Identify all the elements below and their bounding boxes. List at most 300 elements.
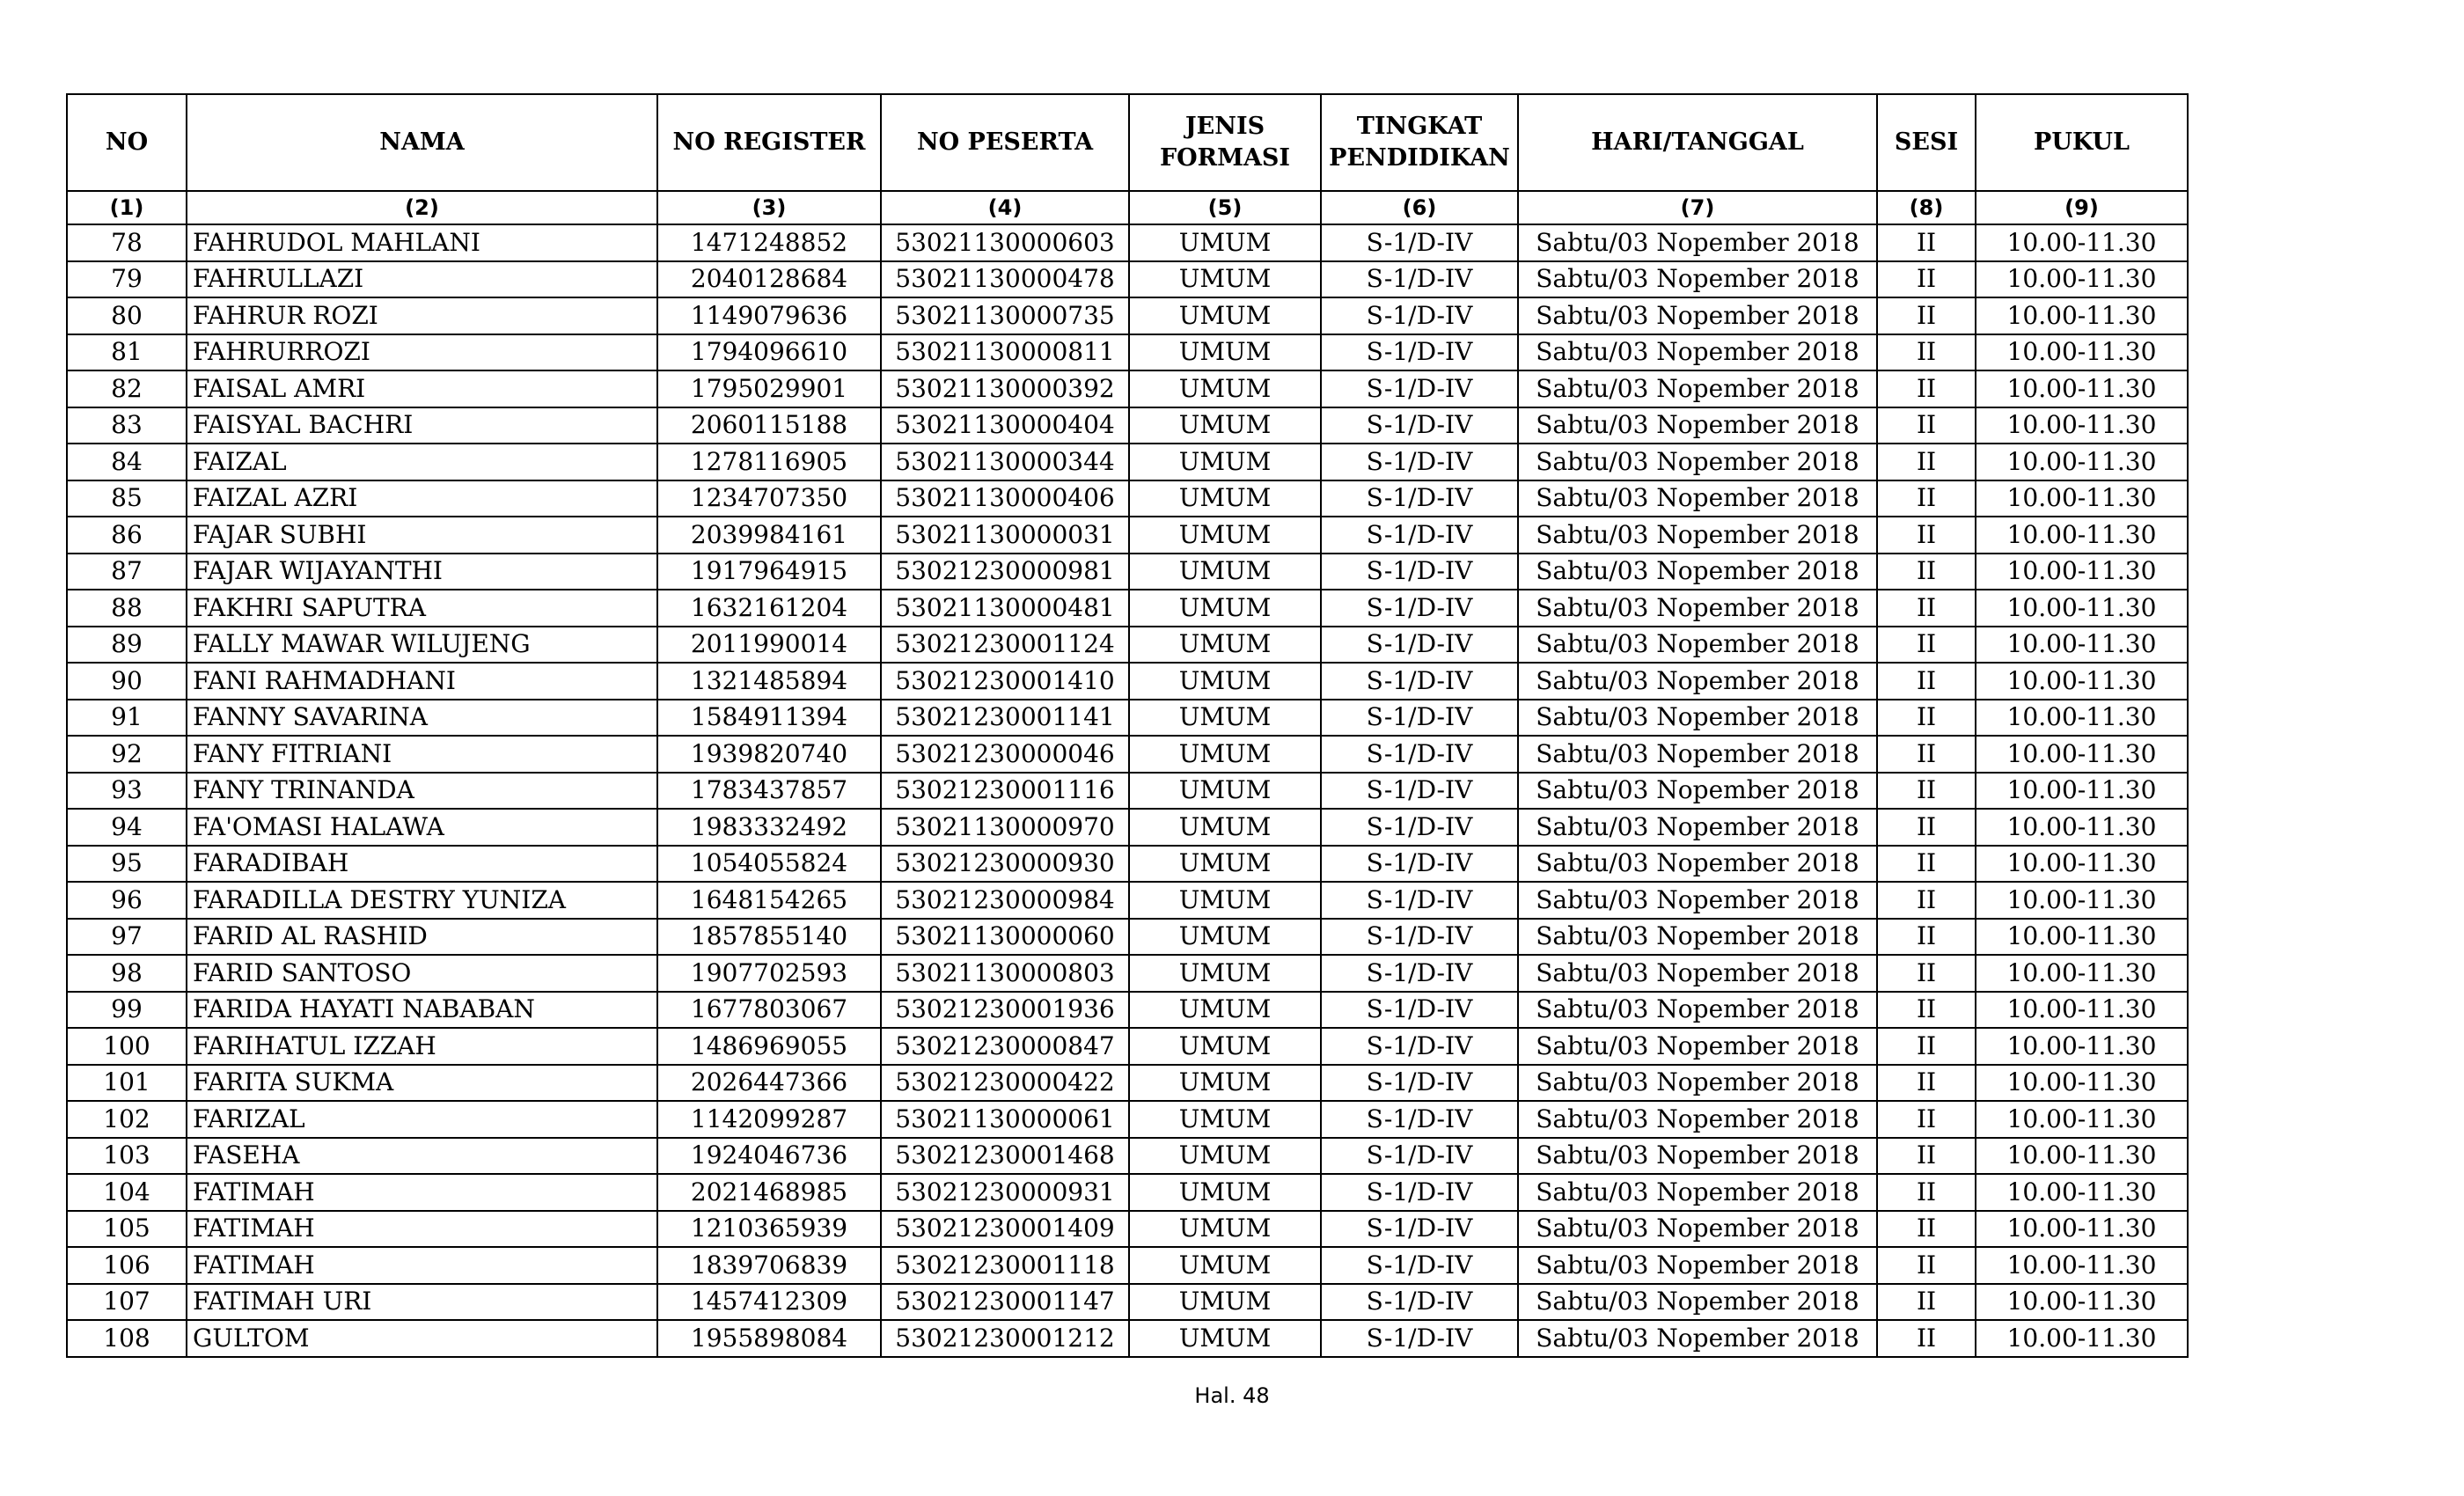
cell-pukul: 10.00-11.30 (1976, 1028, 2188, 1065)
table-row (67, 736, 2188, 773)
cell-pukul: 10.00-11.30 (1976, 882, 2188, 919)
table-row (67, 955, 2188, 992)
cell-hari-tanggal: Sabtu/03 Nopember 2018 (1518, 1101, 1877, 1138)
cell-tingkat-pendidikan: S-1/D-IV (1321, 261, 1518, 298)
cell-sesi: II (1877, 736, 1976, 773)
cell-no-peserta: 53021230001409 (881, 1211, 1129, 1248)
cell-sesi: II (1877, 882, 1976, 919)
table-row (67, 882, 2188, 919)
table-row (67, 1247, 2188, 1284)
cell-sesi: II (1877, 1028, 1976, 1065)
cell-jenis-formasi: UMUM (1129, 480, 1321, 517)
cell-no-register: 2026447366 (657, 1065, 881, 1102)
cell-no-peserta: 53021230000930 (881, 846, 1129, 883)
cell-nama: FA'OMASI HALAWA (187, 809, 657, 846)
cell-tingkat-pendidikan: S-1/D-IV (1321, 590, 1518, 627)
cell-no-register: 1142099287 (657, 1101, 881, 1138)
cell-hari-tanggal: Sabtu/03 Nopember 2018 (1518, 444, 1877, 480)
cell-no-register: 2011990014 (657, 627, 881, 664)
cell-no-peserta: 53021130000404 (881, 407, 1129, 444)
cell-nama: FAKHRI SAPUTRA (187, 590, 657, 627)
cell-hari-tanggal: Sabtu/03 Nopember 2018 (1518, 297, 1877, 334)
cell-pukul: 10.00-11.30 (1976, 1320, 2188, 1357)
cell-pukul: 10.00-11.30 (1976, 590, 2188, 627)
cell-pukul: 10.00-11.30 (1976, 517, 2188, 554)
table-row (67, 407, 2188, 444)
cell-nama: FARADILLA DESTRY YUNIZA (187, 882, 657, 919)
cell-hari-tanggal: Sabtu/03 Nopember 2018 (1518, 992, 1877, 1029)
cell-hari-tanggal: Sabtu/03 Nopember 2018 (1518, 224, 1877, 261)
cell-nama: FATIMAH (187, 1174, 657, 1211)
cell-no: 86 (67, 517, 187, 554)
cell-no: 94 (67, 809, 187, 846)
table-row (67, 809, 2188, 846)
cell-jenis-formasi: UMUM (1129, 1284, 1321, 1321)
cell-hari-tanggal: Sabtu/03 Nopember 2018 (1518, 1065, 1877, 1102)
cell-no-register: 1648154265 (657, 882, 881, 919)
header-no-register: NO REGISTER (657, 94, 881, 191)
page-number: Hal. 48 (1194, 1383, 1270, 1408)
table-row (67, 554, 2188, 590)
cell-nama: FAHRUDOL MAHLANI (187, 224, 657, 261)
cell-sesi: II (1877, 663, 1976, 700)
column-number: (3) (657, 191, 881, 224)
cell-no-register: 1278116905 (657, 444, 881, 480)
cell-no: 85 (67, 480, 187, 517)
cell-hari-tanggal: Sabtu/03 Nopember 2018 (1518, 663, 1877, 700)
cell-hari-tanggal: Sabtu/03 Nopember 2018 (1518, 1174, 1877, 1211)
cell-hari-tanggal: Sabtu/03 Nopember 2018 (1518, 773, 1877, 810)
cell-jenis-formasi: UMUM (1129, 370, 1321, 407)
column-number: (6) (1321, 191, 1518, 224)
table-row (67, 370, 2188, 407)
cell-jenis-formasi: UMUM (1129, 992, 1321, 1029)
cell-tingkat-pendidikan: S-1/D-IV (1321, 627, 1518, 664)
cell-pukul: 10.00-11.30 (1976, 444, 2188, 480)
cell-nama: FAIZAL AZRI (187, 480, 657, 517)
cell-hari-tanggal: Sabtu/03 Nopember 2018 (1518, 480, 1877, 517)
cell-tingkat-pendidikan: S-1/D-IV (1321, 955, 1518, 992)
cell-sesi: II (1877, 700, 1976, 737)
cell-pukul: 10.00-11.30 (1976, 736, 2188, 773)
cell-jenis-formasi: UMUM (1129, 1065, 1321, 1102)
column-number: (5) (1129, 191, 1321, 224)
cell-no: 97 (67, 919, 187, 956)
table-row (67, 1065, 2188, 1102)
cell-no: 91 (67, 700, 187, 737)
table-row (67, 663, 2188, 700)
cell-sesi: II (1877, 773, 1976, 810)
cell-no-register: 2021468985 (657, 1174, 881, 1211)
cell-no-peserta: 53021230000984 (881, 882, 1129, 919)
cell-no-register: 1857855140 (657, 919, 881, 956)
cell-tingkat-pendidikan: S-1/D-IV (1321, 370, 1518, 407)
cell-no-peserta: 53021230000981 (881, 554, 1129, 590)
cell-no-register: 1795029901 (657, 370, 881, 407)
cell-no: 100 (67, 1028, 187, 1065)
cell-pukul: 10.00-11.30 (1976, 809, 2188, 846)
cell-no-peserta: 53021230001141 (881, 700, 1129, 737)
cell-no-register: 1234707350 (657, 480, 881, 517)
cell-jenis-formasi: UMUM (1129, 736, 1321, 773)
table-row (67, 992, 2188, 1029)
cell-pukul: 10.00-11.30 (1976, 1138, 2188, 1175)
cell-no-peserta: 53021230001936 (881, 992, 1129, 1029)
cell-sesi: II (1877, 444, 1976, 480)
table-row (67, 517, 2188, 554)
cell-no-peserta: 53021130000970 (881, 809, 1129, 846)
cell-no-peserta: 53021130000481 (881, 590, 1129, 627)
cell-nama: FAIZAL (187, 444, 657, 480)
cell-tingkat-pendidikan: S-1/D-IV (1321, 1284, 1518, 1321)
cell-sesi: II (1877, 1101, 1976, 1138)
table-row (67, 1101, 2188, 1138)
cell-pukul: 10.00-11.30 (1976, 627, 2188, 664)
cell-nama: FALLY MAWAR WILUJENG (187, 627, 657, 664)
cell-jenis-formasi: UMUM (1129, 1211, 1321, 1248)
cell-no-peserta: 53021130000344 (881, 444, 1129, 480)
cell-nama: FAHRURROZI (187, 334, 657, 371)
cell-nama: FARID SANTOSO (187, 955, 657, 992)
cell-nama: FANNY SAVARINA (187, 700, 657, 737)
cell-hari-tanggal: Sabtu/03 Nopember 2018 (1518, 1028, 1877, 1065)
cell-tingkat-pendidikan: S-1/D-IV (1321, 919, 1518, 956)
cell-no-peserta: 53021230000847 (881, 1028, 1129, 1065)
cell-jenis-formasi: UMUM (1129, 809, 1321, 846)
cell-pukul: 10.00-11.30 (1976, 334, 2188, 371)
table-row (67, 627, 2188, 664)
cell-no-peserta: 53021230001147 (881, 1284, 1129, 1321)
cell-sesi: II (1877, 919, 1976, 956)
cell-no-peserta: 53021130000478 (881, 261, 1129, 298)
table-row (67, 1284, 2188, 1321)
cell-sesi: II (1877, 554, 1976, 590)
cell-pukul: 10.00-11.30 (1976, 663, 2188, 700)
cell-no: 89 (67, 627, 187, 664)
cell-tingkat-pendidikan: S-1/D-IV (1321, 846, 1518, 883)
cell-jenis-formasi: UMUM (1129, 773, 1321, 810)
cell-nama: FARIZAL (187, 1101, 657, 1138)
cell-no: 83 (67, 407, 187, 444)
cell-sesi: II (1877, 992, 1976, 1029)
cell-sesi: II (1877, 1284, 1976, 1321)
cell-jenis-formasi: UMUM (1129, 882, 1321, 919)
cell-pukul: 10.00-11.30 (1976, 261, 2188, 298)
cell-pukul: 10.00-11.30 (1976, 700, 2188, 737)
cell-no: 98 (67, 955, 187, 992)
cell-pukul: 10.00-11.30 (1976, 224, 2188, 261)
header-pukul: PUKUL (1976, 94, 2188, 191)
cell-no-register: 1955898084 (657, 1320, 881, 1357)
cell-no-peserta: 53021230000931 (881, 1174, 1129, 1211)
cell-jenis-formasi: UMUM (1129, 663, 1321, 700)
cell-sesi: II (1877, 1138, 1976, 1175)
column-number-row (67, 191, 2188, 224)
table-body (67, 224, 2188, 1357)
cell-no-peserta: 53021230000046 (881, 736, 1129, 773)
header-no: NO (67, 94, 187, 191)
cell-nama: FAISYAL BACHRI (187, 407, 657, 444)
cell-nama: FATIMAH (187, 1211, 657, 1248)
cell-no-register: 2039984161 (657, 517, 881, 554)
cell-pukul: 10.00-11.30 (1976, 955, 2188, 992)
cell-tingkat-pendidikan: S-1/D-IV (1321, 334, 1518, 371)
header-no-peserta: NO PESERTA (881, 94, 1129, 191)
table-row (67, 297, 2188, 334)
cell-jenis-formasi: UMUM (1129, 334, 1321, 371)
cell-nama: FAJAR WIJAYANTHI (187, 554, 657, 590)
cell-tingkat-pendidikan: S-1/D-IV (1321, 224, 1518, 261)
cell-hari-tanggal: Sabtu/03 Nopember 2018 (1518, 700, 1877, 737)
cell-no: 104 (67, 1174, 187, 1211)
cell-no-register: 1939820740 (657, 736, 881, 773)
table-row (67, 224, 2188, 261)
cell-no-register: 1054055824 (657, 846, 881, 883)
cell-no: 108 (67, 1320, 187, 1357)
cell-no-peserta: 53021230001468 (881, 1138, 1129, 1175)
cell-no: 92 (67, 736, 187, 773)
table-row (67, 1174, 2188, 1211)
cell-nama: FATIMAH (187, 1247, 657, 1284)
cell-pukul: 10.00-11.30 (1976, 370, 2188, 407)
cell-sesi: II (1877, 955, 1976, 992)
cell-pukul: 10.00-11.30 (1976, 297, 2188, 334)
cell-pukul: 10.00-11.30 (1976, 554, 2188, 590)
cell-hari-tanggal: Sabtu/03 Nopember 2018 (1518, 809, 1877, 846)
cell-jenis-formasi: UMUM (1129, 919, 1321, 956)
cell-jenis-formasi: UMUM (1129, 590, 1321, 627)
cell-no-register: 1794096610 (657, 334, 881, 371)
table-row (67, 846, 2188, 883)
cell-jenis-formasi: UMUM (1129, 1174, 1321, 1211)
table-row (67, 444, 2188, 480)
cell-no-peserta: 53021130000060 (881, 919, 1129, 956)
cell-no: 93 (67, 773, 187, 810)
header-hari-tanggal: HARI/TANGGAL (1518, 94, 1877, 191)
cell-no-peserta: 53021130000803 (881, 955, 1129, 992)
cell-sesi: II (1877, 1320, 1976, 1357)
cell-pukul: 10.00-11.30 (1976, 992, 2188, 1029)
cell-no-peserta: 53021130000392 (881, 370, 1129, 407)
cell-no-register: 1457412309 (657, 1284, 881, 1321)
cell-no-peserta: 53021230001212 (881, 1320, 1129, 1357)
cell-hari-tanggal: Sabtu/03 Nopember 2018 (1518, 1247, 1877, 1284)
cell-nama: FASEHA (187, 1138, 657, 1175)
cell-no-register: 1677803067 (657, 992, 881, 1029)
cell-hari-tanggal: Sabtu/03 Nopember 2018 (1518, 736, 1877, 773)
cell-hari-tanggal: Sabtu/03 Nopember 2018 (1518, 1284, 1877, 1321)
cell-no-peserta: 53021230001116 (881, 773, 1129, 810)
cell-no: 99 (67, 992, 187, 1029)
cell-no: 87 (67, 554, 187, 590)
cell-no-peserta: 53021130000735 (881, 297, 1129, 334)
cell-hari-tanggal: Sabtu/03 Nopember 2018 (1518, 1211, 1877, 1248)
cell-no-peserta: 53021130000811 (881, 334, 1129, 371)
table-row (67, 590, 2188, 627)
header-sesi: SESI (1877, 94, 1976, 191)
cell-sesi: II (1877, 627, 1976, 664)
cell-no-peserta: 53021130000406 (881, 480, 1129, 517)
table-row (67, 480, 2188, 517)
cell-no: 90 (67, 663, 187, 700)
cell-hari-tanggal: Sabtu/03 Nopember 2018 (1518, 407, 1877, 444)
cell-tingkat-pendidikan: S-1/D-IV (1321, 1211, 1518, 1248)
cell-jenis-formasi: UMUM (1129, 1320, 1321, 1357)
cell-sesi: II (1877, 517, 1976, 554)
cell-sesi: II (1877, 261, 1976, 298)
cell-pukul: 10.00-11.30 (1976, 1101, 2188, 1138)
cell-no-register: 1584911394 (657, 700, 881, 737)
cell-nama: FATIMAH URI (187, 1284, 657, 1321)
cell-tingkat-pendidikan: S-1/D-IV (1321, 1138, 1518, 1175)
cell-no-register: 1486969055 (657, 1028, 881, 1065)
table-row (67, 1211, 2188, 1248)
cell-no-register: 1321485894 (657, 663, 881, 700)
header-tingkat-pendidikan: TINGKAT PENDIDIKAN (1321, 94, 1518, 191)
table-row (67, 1138, 2188, 1175)
cell-no: 84 (67, 444, 187, 480)
table-row (67, 919, 2188, 956)
cell-tingkat-pendidikan: S-1/D-IV (1321, 1174, 1518, 1211)
cell-hari-tanggal: Sabtu/03 Nopember 2018 (1518, 261, 1877, 298)
cell-hari-tanggal: Sabtu/03 Nopember 2018 (1518, 846, 1877, 883)
table-row (67, 773, 2188, 810)
cell-nama: FANI RAHMADHANI (187, 663, 657, 700)
cell-tingkat-pendidikan: S-1/D-IV (1321, 407, 1518, 444)
cell-nama: FARIHATUL IZZAH (187, 1028, 657, 1065)
cell-jenis-formasi: UMUM (1129, 955, 1321, 992)
table-row (67, 1320, 2188, 1357)
cell-tingkat-pendidikan: S-1/D-IV (1321, 700, 1518, 737)
cell-hari-tanggal: Sabtu/03 Nopember 2018 (1518, 882, 1877, 919)
cell-sesi: II (1877, 1211, 1976, 1248)
cell-jenis-formasi: UMUM (1129, 407, 1321, 444)
cell-hari-tanggal: Sabtu/03 Nopember 2018 (1518, 590, 1877, 627)
column-number: (7) (1518, 191, 1877, 224)
cell-no: 78 (67, 224, 187, 261)
cell-no-register: 1149079636 (657, 297, 881, 334)
cell-hari-tanggal: Sabtu/03 Nopember 2018 (1518, 334, 1877, 371)
header-row (67, 94, 2188, 191)
cell-hari-tanggal: Sabtu/03 Nopember 2018 (1518, 370, 1877, 407)
cell-sesi: II (1877, 809, 1976, 846)
cell-hari-tanggal: Sabtu/03 Nopember 2018 (1518, 919, 1877, 956)
cell-hari-tanggal: Sabtu/03 Nopember 2018 (1518, 1320, 1877, 1357)
cell-pukul: 10.00-11.30 (1976, 480, 2188, 517)
cell-jenis-formasi: UMUM (1129, 224, 1321, 261)
cell-no-register: 1983332492 (657, 809, 881, 846)
table-row (67, 1028, 2188, 1065)
cell-tingkat-pendidikan: S-1/D-IV (1321, 1320, 1518, 1357)
cell-jenis-formasi: UMUM (1129, 627, 1321, 664)
cell-no: 80 (67, 297, 187, 334)
cell-no-register: 1632161204 (657, 590, 881, 627)
cell-no-register: 1471248852 (657, 224, 881, 261)
cell-sesi: II (1877, 846, 1976, 883)
cell-no-register: 1839706839 (657, 1247, 881, 1284)
cell-pukul: 10.00-11.30 (1976, 846, 2188, 883)
cell-nama: FANY FITRIANI (187, 736, 657, 773)
cell-nama: FAISAL AMRI (187, 370, 657, 407)
cell-no-register: 1783437857 (657, 773, 881, 810)
cell-sesi: II (1877, 224, 1976, 261)
cell-nama: FAHRULLAZI (187, 261, 657, 298)
cell-no-peserta: 53021230001124 (881, 627, 1129, 664)
cell-no-peserta: 53021230000422 (881, 1065, 1129, 1102)
header-nama: NAMA (187, 94, 657, 191)
cell-tingkat-pendidikan: S-1/D-IV (1321, 554, 1518, 590)
cell-sesi: II (1877, 334, 1976, 371)
cell-hari-tanggal: Sabtu/03 Nopember 2018 (1518, 627, 1877, 664)
column-number: (4) (881, 191, 1129, 224)
cell-no: 106 (67, 1247, 187, 1284)
cell-no: 82 (67, 370, 187, 407)
cell-jenis-formasi: UMUM (1129, 700, 1321, 737)
cell-jenis-formasi: UMUM (1129, 1138, 1321, 1175)
cell-no-peserta: 53021230001410 (881, 663, 1129, 700)
cell-nama: FARITA SUKMA (187, 1065, 657, 1102)
cell-no: 107 (67, 1284, 187, 1321)
cell-pukul: 10.00-11.30 (1976, 407, 2188, 444)
cell-no-register: 2060115188 (657, 407, 881, 444)
cell-sesi: II (1877, 1065, 1976, 1102)
cell-jenis-formasi: UMUM (1129, 1247, 1321, 1284)
cell-no-peserta: 53021230001118 (881, 1247, 1129, 1284)
cell-tingkat-pendidikan: S-1/D-IV (1321, 1065, 1518, 1102)
cell-tingkat-pendidikan: S-1/D-IV (1321, 1101, 1518, 1138)
cell-no-peserta: 53021130000603 (881, 224, 1129, 261)
cell-jenis-formasi: UMUM (1129, 846, 1321, 883)
cell-no-register: 2040128684 (657, 261, 881, 298)
cell-nama: FARADIBAH (187, 846, 657, 883)
cell-jenis-formasi: UMUM (1129, 1028, 1321, 1065)
cell-tingkat-pendidikan: S-1/D-IV (1321, 517, 1518, 554)
cell-sesi: II (1877, 590, 1976, 627)
cell-nama: GULTOM (187, 1320, 657, 1357)
cell-no-register: 1917964915 (657, 554, 881, 590)
cell-no-register: 1924046736 (657, 1138, 881, 1175)
table-row (67, 700, 2188, 737)
cell-pukul: 10.00-11.30 (1976, 773, 2188, 810)
cell-no: 103 (67, 1138, 187, 1175)
cell-pukul: 10.00-11.30 (1976, 1065, 2188, 1102)
cell-hari-tanggal: Sabtu/03 Nopember 2018 (1518, 517, 1877, 554)
cell-pukul: 10.00-11.30 (1976, 1284, 2188, 1321)
participant-table (66, 93, 2189, 1358)
cell-nama: FANY TRINANDA (187, 773, 657, 810)
cell-no-peserta: 53021130000031 (881, 517, 1129, 554)
cell-jenis-formasi: UMUM (1129, 297, 1321, 334)
cell-no-register: 1907702593 (657, 955, 881, 992)
cell-jenis-formasi: UMUM (1129, 261, 1321, 298)
cell-nama: FARIDA HAYATI NABABAN (187, 992, 657, 1029)
cell-pukul: 10.00-11.30 (1976, 1247, 2188, 1284)
table-row (67, 261, 2188, 298)
cell-pukul: 10.00-11.30 (1976, 1174, 2188, 1211)
cell-hari-tanggal: Sabtu/03 Nopember 2018 (1518, 955, 1877, 992)
cell-jenis-formasi: UMUM (1129, 554, 1321, 590)
cell-no: 102 (67, 1101, 187, 1138)
column-number: (8) (1877, 191, 1976, 224)
header-jenis-formasi: JENIS FORMASI (1129, 94, 1321, 191)
cell-nama: FAHRUR ROZI (187, 297, 657, 334)
column-number: (1) (67, 191, 187, 224)
cell-tingkat-pendidikan: S-1/D-IV (1321, 882, 1518, 919)
cell-jenis-formasi: UMUM (1129, 444, 1321, 480)
cell-no: 105 (67, 1211, 187, 1248)
cell-no: 88 (67, 590, 187, 627)
cell-pukul: 10.00-11.30 (1976, 1211, 2188, 1248)
